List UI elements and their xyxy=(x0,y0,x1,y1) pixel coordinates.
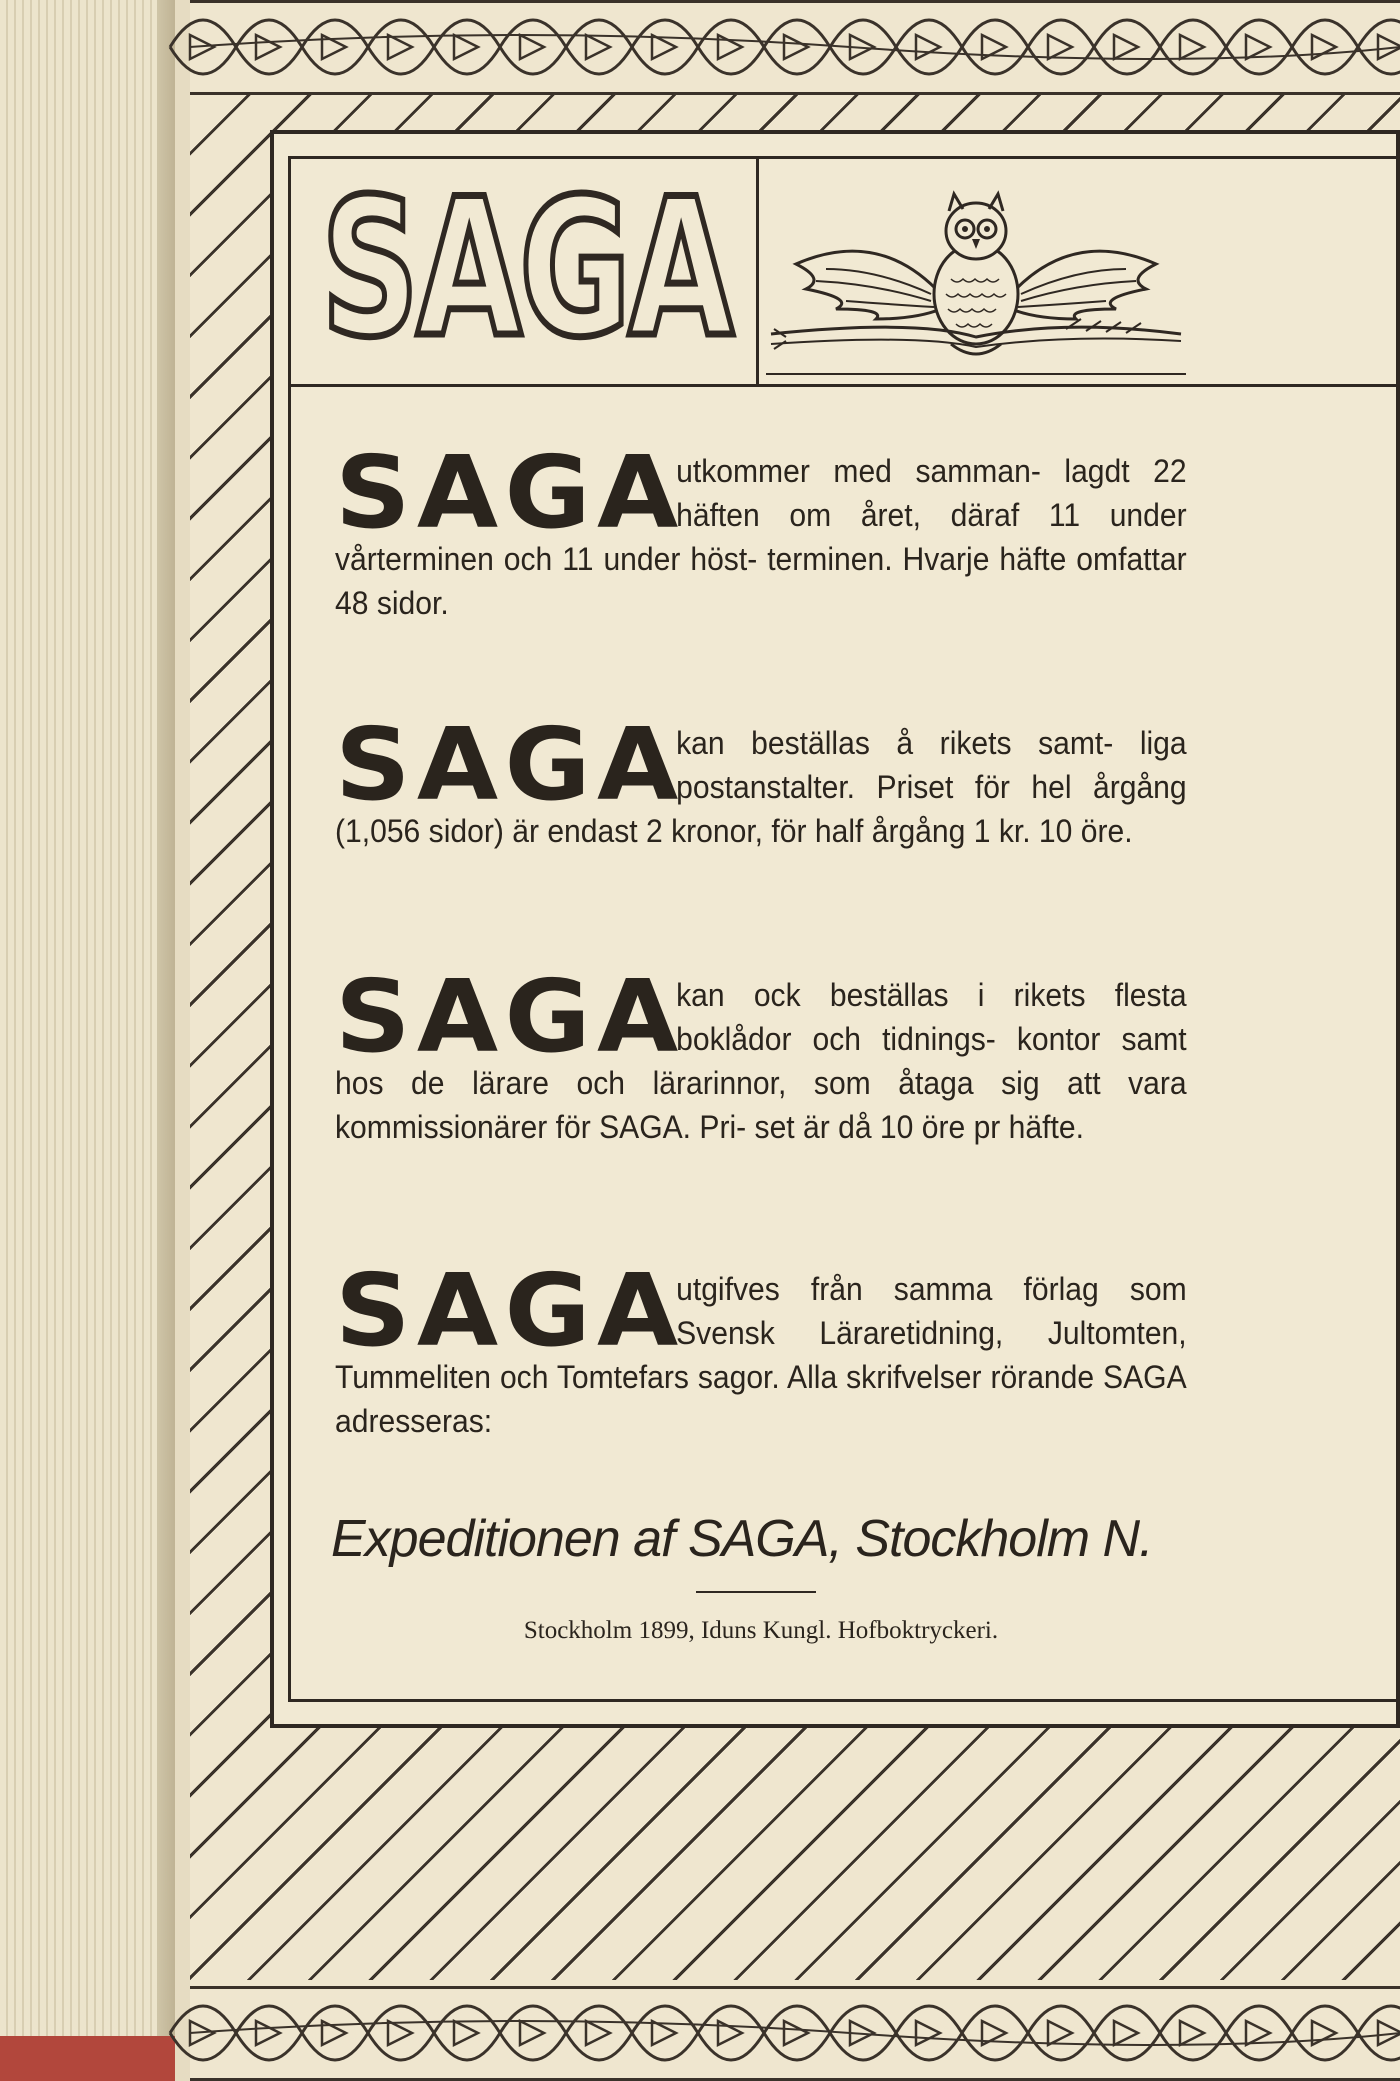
printer-imprint: Stockholm 1899, Iduns Kungl. Hofboktryckeri. xyxy=(523,1617,999,1644)
saga-lead-word: SAGA xyxy=(335,1252,685,1369)
paragraph-ordering xyxy=(335,706,1187,853)
saga-lead-word: SAGA xyxy=(335,958,685,1075)
book-cover-edge xyxy=(0,2036,175,2081)
paragraph-text: utgifves från samma förlag som Svensk Läraretidning, Jultomten, Tummeliten och Tomtefars sagor. Alla skrifvelser rörande SAGA adresseras: xyxy=(335,1271,1187,1439)
ornamental-border-bottom xyxy=(190,1986,1400,2081)
ornamental-border-top xyxy=(190,0,1400,95)
ad-header xyxy=(291,159,1400,387)
saga-lead-word: SAGA xyxy=(335,706,685,823)
saga-lead-word: SAGA xyxy=(335,434,685,551)
saga-logo xyxy=(291,159,759,384)
owl-emblem-icon xyxy=(766,169,1186,379)
svg-text:SAGA: SAGA xyxy=(321,158,734,379)
paragraph-text: kan beställas å rikets samt- liga postanstalter. Priset för hel årgång (1,056 sidor) är endast 2 kronor, för half årgång 1 kr. 10 öre. xyxy=(335,725,1187,849)
paragraph-text: utkommer med samman- lagdt 22 häften om året, däraf 11 under vårterminen och 11 under höst- terminen. Hvarje häfte omfattar 48 sidor. xyxy=(335,453,1187,621)
address-line: Expeditionen af SAGA, Stockholm N. xyxy=(331,1510,1153,1568)
paragraph-publisher xyxy=(335,1252,1187,1443)
ad-panel-inner-frame xyxy=(288,156,1400,1702)
paragraph-bookshops xyxy=(335,958,1187,1149)
paragraph-issues xyxy=(335,434,1187,625)
divider-rule xyxy=(696,1591,816,1593)
paragraph-text: kan ock beställas i rikets flesta boklådor och tidnings- kontor samt hos de lärare och lärarinnor, som åtaga sig att vara kommissionärer för SAGA. Pri- set är då 10 öre pr häfte. xyxy=(335,977,1187,1145)
book-page-edges xyxy=(0,0,175,2081)
ad-panel xyxy=(270,130,1400,1728)
saga-logo-lettering xyxy=(311,158,741,379)
